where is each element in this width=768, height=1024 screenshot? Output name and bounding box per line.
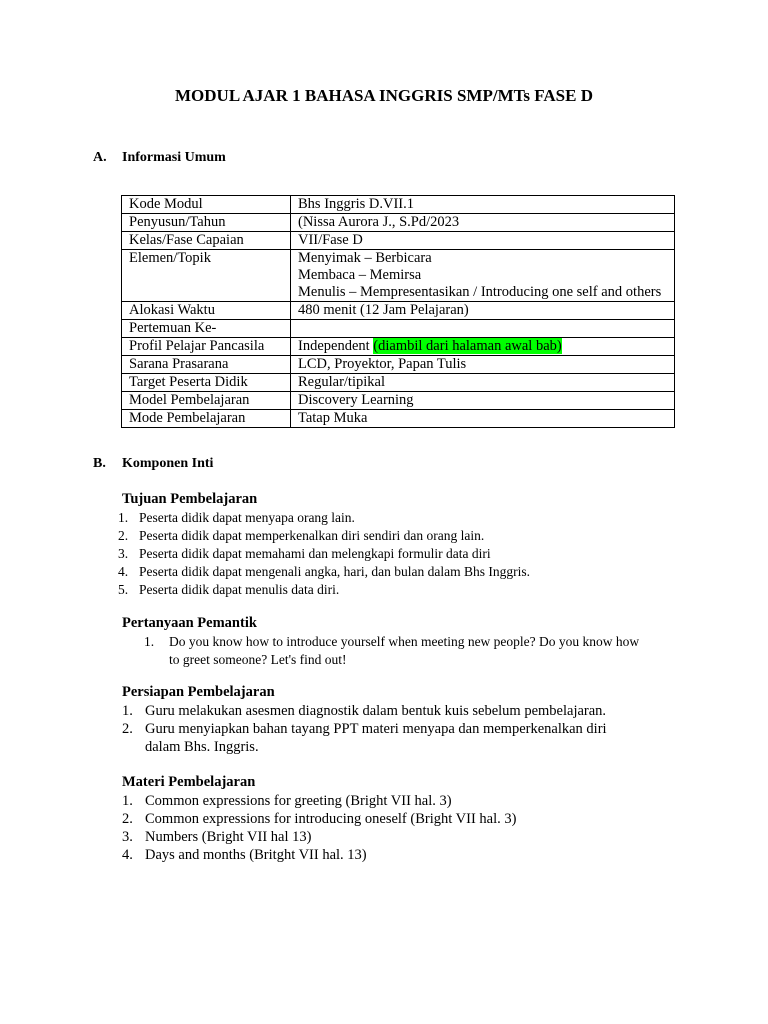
- info-value: [291, 410, 675, 428]
- info-value: [291, 302, 675, 320]
- info-key: Profil Pelajar Pancasila: [122, 338, 291, 356]
- info-key: Alokasi Waktu: [122, 302, 291, 320]
- materi-item: [122, 792, 642, 810]
- highlighted-note: (diambil dari halaman awal bab): [373, 338, 562, 354]
- info-row: [122, 392, 675, 410]
- list-text: Guru menyiapkan bahan tayang PPT materi menyapa dan memperkenalkan diri dalam Bhs. Inggris.: [145, 721, 607, 755]
- tujuan-item: [118, 563, 530, 581]
- info-value: [291, 374, 675, 392]
- info-value: [291, 392, 675, 410]
- list-text: Peserta didik dapat menyapa orang lain.: [139, 510, 355, 525]
- list-number: 3.: [122, 829, 133, 845]
- pertanyaan-item: [144, 633, 644, 669]
- info-value-line: Regular/tipikal: [298, 374, 385, 390]
- pertanyaan-heading: Pertanyaan Pemantik: [122, 615, 257, 631]
- info-value-line: [298, 338, 667, 355]
- info-value-line: Discovery Learning: [298, 392, 414, 408]
- info-value: [291, 250, 675, 302]
- info-row: [122, 356, 675, 374]
- persiapan-item: [122, 702, 642, 720]
- info-key: Sarana Prasarana: [122, 356, 291, 374]
- info-value-line: Tatap Muka: [298, 410, 368, 426]
- info-key: Model Pembelajaran: [122, 392, 291, 410]
- info-value: [291, 338, 675, 356]
- tujuan-item: [118, 527, 530, 545]
- list-number: 3.: [118, 546, 129, 561]
- info-key: Pertemuan Ke-: [122, 320, 291, 338]
- info-value-line: [298, 320, 667, 337]
- info-value-line: Membaca – Memirsa: [298, 267, 422, 283]
- info-table: [121, 195, 675, 428]
- materi-heading: Materi Pembelajaran: [122, 774, 256, 790]
- persiapan-heading: Persiapan Pembelajaran: [122, 684, 275, 700]
- info-value-line: (Nissa Aurora J., S.Pd/2023: [298, 214, 460, 230]
- list-text: Common expressions for introducing oneself (Bright VII hal. 3): [145, 811, 517, 827]
- section-b-number: B.: [93, 456, 106, 471]
- info-value-line: 480 menit (12 Jam Pelajaran): [298, 302, 469, 318]
- list-number: 1.: [118, 510, 129, 525]
- list-number: 2.: [118, 528, 129, 543]
- info-value: [291, 214, 675, 232]
- pertanyaan-list: [144, 633, 644, 669]
- list-text: Peserta didik dapat memperkenalkan diri sendiri dan orang lain.: [139, 528, 485, 543]
- info-row: [122, 232, 675, 250]
- list-number: 2.: [122, 721, 133, 737]
- list-text: Peserta didik dapat menulis data diri.: [139, 582, 340, 597]
- tujuan-item: [118, 581, 530, 599]
- info-value: [291, 356, 675, 374]
- section-a-number: A.: [93, 150, 107, 165]
- list-text: Peserta didik dapat memahami dan melengkapi formulir data diri: [139, 546, 491, 561]
- list-number: 2.: [122, 811, 133, 827]
- info-row: [122, 196, 675, 214]
- list-number: 5.: [118, 582, 129, 597]
- section-b-heading: [93, 456, 213, 472]
- tujuan-item: [118, 545, 530, 563]
- section-a-label: Informasi Umum: [122, 150, 226, 165]
- info-value-line: VII/Fase D: [298, 232, 363, 248]
- list-text: Days and months (Britght VII hal. 13): [145, 847, 367, 863]
- info-row: [122, 250, 675, 302]
- info-row: [122, 338, 675, 356]
- document-title: MODUL AJAR 1 BAHASA INGGRIS SMP/MTs FASE D: [175, 86, 593, 105]
- info-key: Penyusun/Tahun: [122, 214, 291, 232]
- materi-item: [122, 810, 642, 828]
- info-key: Kelas/Fase Capaian: [122, 232, 291, 250]
- list-text: Guru melakukan asesmen diagnostik dalam bentuk kuis sebelum pembelajaran.: [145, 703, 607, 719]
- persiapan-list: [122, 702, 642, 756]
- list-text: Do you know how to introduce yourself when meeting new people? Do you know how to greet someone? Let's find out!: [169, 634, 640, 667]
- tujuan-list: [118, 509, 530, 599]
- materi-item: [122, 846, 642, 864]
- info-value-line: LCD, Proyektor, Papan Tulis: [298, 356, 467, 372]
- info-value-line: Menulis – Mempresentasikan / Introducing one self and others: [298, 284, 662, 300]
- materi-item: [122, 828, 642, 846]
- info-row: [122, 410, 675, 428]
- info-row: [122, 302, 675, 320]
- tujuan-heading: Tujuan Pembelajaran: [122, 491, 258, 507]
- info-key: Mode Pembelajaran: [122, 410, 291, 428]
- persiapan-item: [122, 720, 642, 756]
- list-number: 1.: [144, 634, 155, 649]
- info-key: Kode Modul: [122, 196, 291, 214]
- info-value: [291, 232, 675, 250]
- info-value-line: Bhs Inggris D.VII.1: [298, 196, 414, 212]
- list-number: 1.: [122, 703, 133, 719]
- info-value: [291, 320, 675, 338]
- info-key: Elemen/Topik: [122, 250, 291, 302]
- list-text: Numbers (Bright VII hal 13): [145, 829, 312, 845]
- section-a-heading: [93, 150, 226, 166]
- list-number: 1.: [122, 793, 133, 809]
- info-value-line: Menyimak – Berbicara: [298, 250, 432, 266]
- list-number: 4.: [122, 847, 133, 863]
- section-b-label: Komponen Inti: [122, 456, 214, 471]
- info-row: [122, 320, 675, 338]
- info-value: [291, 196, 675, 214]
- list-text: Peserta didik dapat mengenali angka, hari, dan bulan dalam Bhs Inggris.: [139, 564, 531, 579]
- tujuan-item: [118, 509, 530, 527]
- info-value-text: Independent: [298, 338, 374, 354]
- info-row: [122, 374, 675, 392]
- list-text: Common expressions for greeting (Bright VII hal. 3): [145, 793, 452, 809]
- info-key: Target Peserta Didik: [122, 374, 291, 392]
- list-number: 4.: [118, 564, 129, 579]
- info-row: [122, 214, 675, 232]
- materi-list: [122, 792, 642, 864]
